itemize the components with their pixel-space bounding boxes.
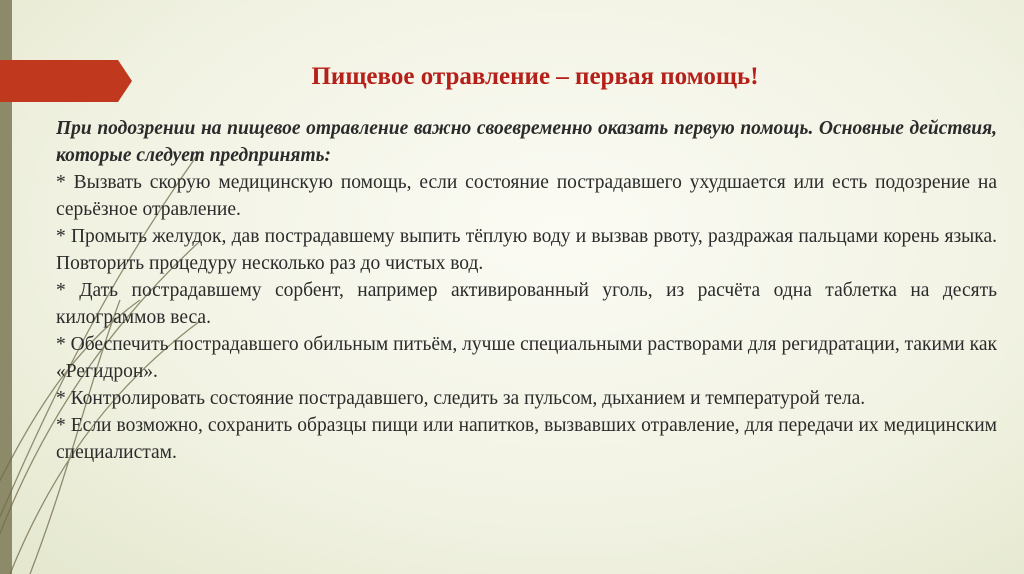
intro-paragraph: При подозрении на пищевое отравление важно своевременно оказать первую помощь. Основные действия, которые следует предпринять:	[56, 118, 997, 166]
list-item: * Если возможно, сохранить образцы пищи или напитков, вызвавших отравление, для передачи их медицинским специалистам.	[56, 415, 997, 463]
slide-title: Пищевое отравление – первая помощь!	[311, 63, 759, 90]
title-tab-shape	[0, 60, 132, 102]
list-item: * Вызвать скорую медицинскую помощь, если состояние пострадавшего ухудшается или есть подозрение на серьёзное отравление.	[56, 172, 997, 220]
list-item: * Обеспечить пострадавшего обильным питьём, лучше специальными растворами для регидратации, такими как «Регидрон».	[56, 334, 997, 382]
slide-body	[56, 115, 997, 466]
list-item: * Промыть желудок, дав пострадавшему выпить тёплую воду и вызвав рвоту, раздражая пальцами корень языка. Повторить процедуру несколько раз до чистых вод.	[56, 226, 997, 274]
list-item: * Контролировать состояние пострадавшего, следить за пульсом, дыханием и температурой тела.	[56, 388, 866, 409]
list-item: * Дать пострадавшему сорбент, например активированный уголь, из расчёта одна таблетка на десять килограммов веса.	[56, 280, 997, 328]
